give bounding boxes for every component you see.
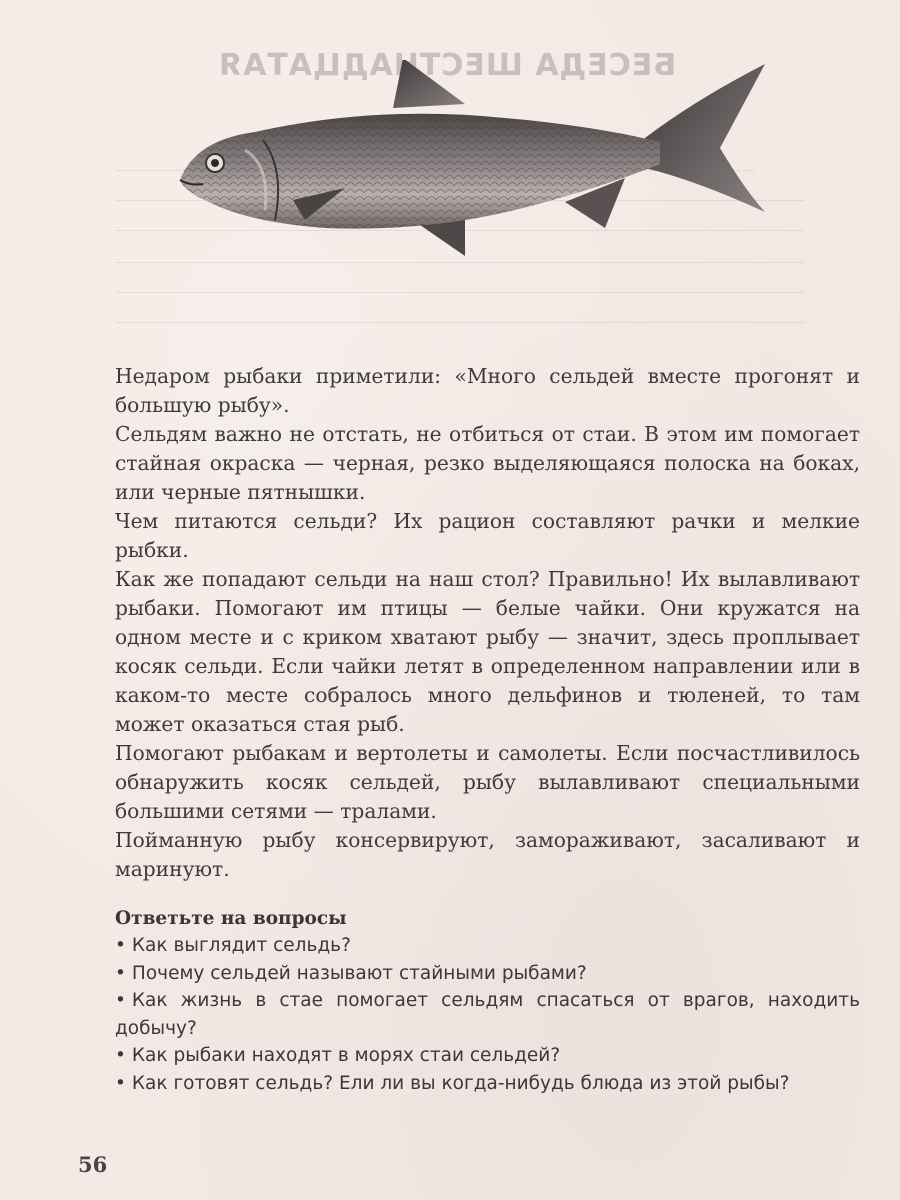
question-text: Как жизнь в стае помогает сельдям спасаться от врагов, находить добычу? xyxy=(115,990,860,1039)
question-text: Почему сельдей называют стайными рыбами? xyxy=(131,962,587,984)
question-item xyxy=(115,932,860,960)
paragraph: Как же попадают сельди на наш стол? Правильно! Их вылавливают рыбаки. Помогают им птицы — белые чайки. Они кружатся на одном месте и с криком хватают рыбу — значит, здесь проплывает косяк сельди. Если чайки летят в определенном направлении или в каком-то месте собралось много дельфинов и тюленей, то там может оказаться стая рыб. xyxy=(115,567,860,736)
paragraph: Помогают рыбакам и вертолеты и самолеты. Если посчастливилось обнаружить косяк сельдей, рыбу вылавливают специальными большими сетями — тралами. xyxy=(115,741,860,823)
paragraph: Чем питаются сельди? Их рацион составляют рачки и мелкие рыбки. xyxy=(115,509,860,562)
questions-section xyxy=(115,906,860,1097)
bleed-through-line xyxy=(115,292,805,293)
question-item xyxy=(115,987,860,1042)
bullet-icon: • xyxy=(115,1045,126,1066)
questions-list xyxy=(115,932,860,1097)
question-text: Как выглядит сельдь? xyxy=(131,935,351,956)
bleed-through-line xyxy=(115,322,805,323)
article-body xyxy=(115,362,860,884)
question-item xyxy=(115,1070,860,1098)
question-item xyxy=(115,1042,860,1070)
bullet-icon: • xyxy=(115,990,126,1011)
bleed-through-line xyxy=(115,262,805,263)
print-speck xyxy=(253,1143,281,1149)
paragraph: Пойманную рыбу консервируют, замораживают, засаливают и маринуют. xyxy=(115,828,860,881)
paragraph: Сельдям важно не отстать, не отбиться от стаи. В этом им помогает стайная окраска — черная, резко выделяющаяся полоска на боках, или черные пятнышки. xyxy=(115,422,860,504)
question-text: Как готовят сельдь? Ели ли вы когда-нибудь блюда из этой рыбы? xyxy=(131,1072,790,1094)
bullet-icon: • xyxy=(115,935,126,956)
bullet-icon: • xyxy=(115,962,126,984)
questions-heading: Ответьте на вопросы xyxy=(115,908,347,929)
herring-fish-illustration xyxy=(175,60,775,260)
question-item xyxy=(115,960,860,988)
bullet-icon: • xyxy=(115,1072,126,1094)
question-text: Как рыбаки находят в морях стаи сельдей? xyxy=(131,1045,561,1066)
bleed-through-heading: БЕСЕДА ШЕСТНАДЦАТАЯ xyxy=(218,48,677,83)
paragraph: Недаром рыбаки приметили: «Много сельдей вместе прогонят и большую рыбу». xyxy=(115,364,860,417)
page-number: 56 xyxy=(78,1152,108,1177)
